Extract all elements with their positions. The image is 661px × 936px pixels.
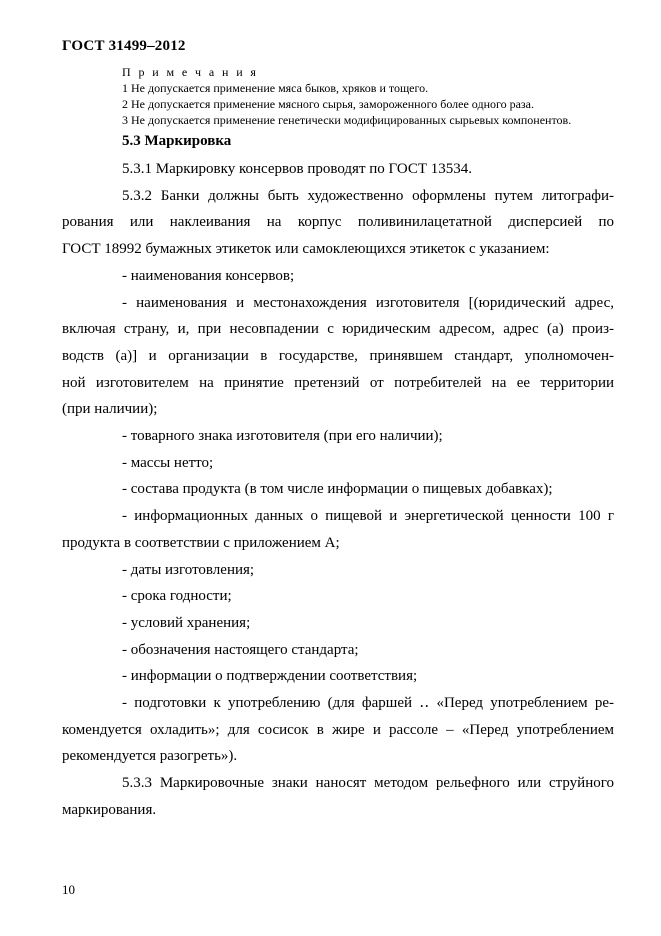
paragraph-line: - наименования и местонахождения изготовителя [(юридический адрес, — [122, 294, 614, 311]
paragraph-line: комендуется охладить»; для сосисок в жире и рассоле – «Перед употреблением — [62, 721, 614, 738]
paragraph-line: маркирования. — [62, 801, 157, 818]
note-item: 3 Не допускается применение генетически модифицированных сырьевых компонентов. — [122, 113, 572, 127]
list-item-storage: - условий хранения; — [122, 614, 251, 631]
notes-block — [122, 64, 571, 128]
list-item-composition: - состава продукта (в том числе информации о пищевых добавках); — [122, 481, 553, 498]
paragraph-line: рекомендуется разогреть»). — [62, 748, 238, 765]
list-item-manufacturer — [62, 290, 614, 424]
paragraph-line: ГОСТ 18992 бумажных этикеток или самоклеющихся этикеток с указанием: — [62, 241, 550, 258]
paragraph-line: продукта в соответствии с приложением А; — [62, 534, 340, 551]
paragraph-5-3-2 — [62, 183, 614, 263]
list-item-name: - наименования консервов; — [122, 267, 295, 284]
list-item-trademark: - товарного знака изготовителя (при его наличии); — [122, 428, 443, 445]
paragraph-line: - информационных данных о пищевой и энергетической ценности 100 г — [122, 508, 614, 525]
paragraph-5-3-3 — [62, 770, 614, 823]
list-item-date: - даты изготовления; — [122, 561, 255, 578]
document-header: ГОСТ 31499–2012 — [62, 38, 186, 54]
document-body — [62, 156, 614, 824]
paragraph-line: - подготовки к употреблению (для фаршей ‥ «Перед употреблением ре- — [122, 695, 614, 712]
paragraph-5-3-1: 5.3.1 Маркировку консервов проводят по ГОСТ 13534. — [122, 161, 473, 177]
paragraph-line: 5.3.3 Маркировочные знаки наносят методом рельефного или струйного — [122, 775, 614, 792]
note-item: 2 Не допускается применение мясного сырья, замороженного более одного раза. — [122, 97, 535, 111]
list-item-nutrition — [62, 503, 614, 556]
list-item-standard: - обозначения настоящего стандарта; — [122, 641, 359, 658]
paragraph-line: 5.3.2 Банки должны быть художественно оформлены путем литографи- — [122, 187, 614, 204]
notes-title: П р и м е ч а н и я — [122, 65, 259, 79]
paragraph-line: ной изготовителем на принятие претензий от потребителей на ее территории — [62, 374, 614, 391]
section-title: 5.3 Маркировка — [122, 133, 232, 149]
note-item: 1 Не допускается применение мяса быков, хряков и тощего. — [122, 81, 429, 95]
paragraph-line: включая страну, и, при несовпадении с юридическим адресом, адрес (а) произ- — [62, 321, 614, 338]
list-item-net-mass: - массы нетто; — [122, 454, 214, 471]
paragraph-line: (при наличии); — [62, 401, 158, 418]
paragraph-line: водств (а)] и организации в государстве, принявшем стандарт, уполномочен- — [62, 347, 614, 364]
list-item-conformity: - информации о подтверждении соответствия; — [122, 668, 418, 685]
paragraph-line: рования или наклеивания на корпус поливинилацетатной дисперсией по — [62, 214, 614, 231]
list-item-preparation — [62, 690, 614, 770]
page-number: 10 — [62, 882, 75, 897]
list-item-shelf-life: - срока годности; — [122, 588, 232, 605]
